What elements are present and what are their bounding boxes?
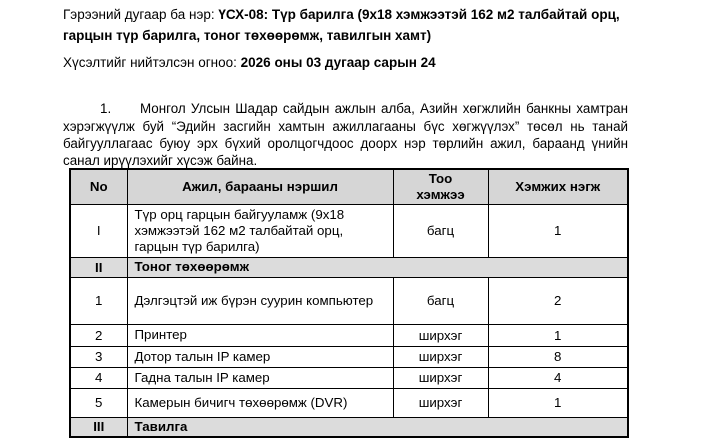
item-row xyxy=(70,204,628,257)
paragraph-text: Монгол Улсын Шадар сайдын ажлын алба, Азийн хөгжлийн банкны хамтран хэрэгжүүлж буй “Эдийн засгийн хамтын ажиллагааны бүс хөгжүүлэх” төсөл нь танай байгууллагаас буюу эрх бүхий оролцогчдоос доорх нэр төрлийн ажил, бараанд үнийн санал ирүүлэхийг хүсэж байна. xyxy=(63,101,628,168)
contract-title xyxy=(63,4,648,46)
section-title-cell: Тавилга xyxy=(127,417,628,437)
row-number-cell: 4 xyxy=(70,367,127,388)
paragraph-number: 1. xyxy=(100,101,112,117)
unit-cell: 1 xyxy=(488,324,628,346)
unit-cell: 2 xyxy=(488,277,628,324)
section-row xyxy=(70,257,628,277)
row-number-cell: 2 xyxy=(70,324,127,346)
row-number-cell: 3 xyxy=(70,346,127,367)
header-cell-item-name: Ажил, барааны нэршил xyxy=(127,169,393,204)
row-number-cell: 5 xyxy=(70,388,127,417)
unit-cell: 1 xyxy=(488,388,628,417)
section-number-cell: III xyxy=(70,417,127,437)
unit-cell: 1 xyxy=(488,204,628,257)
item-row xyxy=(70,346,628,367)
row-number-cell: I xyxy=(70,204,127,257)
items-table xyxy=(69,168,629,438)
quantity-cell: ширхэг xyxy=(393,346,488,367)
section-row xyxy=(70,417,628,437)
item-name-cell: Камерын бичигч төхөөрөмж (DVR) xyxy=(127,388,393,417)
item-row xyxy=(70,388,628,417)
item-name-cell: Гадна талын IP камер xyxy=(127,367,393,388)
header-cell-quantity: Тоо хэмжээ xyxy=(393,169,488,204)
publish-date-value: 2026 оны 03 дугаар сарын 24 xyxy=(240,55,436,70)
table-header-row xyxy=(70,169,628,204)
item-name-cell: Дотор талын IP камер xyxy=(127,346,393,367)
quantity-cell: ширхэг xyxy=(393,367,488,388)
quantity-cell: ширхэг xyxy=(393,324,488,346)
contract-title-value: ҮСХ-08: Түр барилга (9х18 хэмжээтэй 162 м2 талбайтай орц, гарцын түр барилга, тоног төхөөрөмж, тавилгын хамт) xyxy=(63,7,620,43)
publish-date-line xyxy=(63,54,648,72)
publish-date-label: Хүсэлтийг нийтэлсэн огноо: xyxy=(63,55,241,70)
header-cell-unit: Хэмжих нэгж xyxy=(488,169,628,204)
item-row xyxy=(70,277,628,324)
item-row xyxy=(70,367,628,388)
item-row xyxy=(70,324,628,346)
row-number-cell: 1 xyxy=(70,277,127,324)
unit-cell: 4 xyxy=(488,367,628,388)
quantity-cell: ширхэг xyxy=(393,388,488,417)
quantity-cell: багц xyxy=(393,204,488,257)
item-name-cell: Дэлгэцтэй иж бүрэн суурин компьютер xyxy=(127,277,393,324)
section-title-cell: Тоног төхөөрөмж xyxy=(127,257,628,277)
quantity-cell: багц xyxy=(393,277,488,324)
unit-cell: 8 xyxy=(488,346,628,367)
item-name-cell: Түр орц гарцын байгууламж (9х18 хэмжээтэй 162 м2 талбайтай орц, гарцын түр барилга) xyxy=(127,204,393,257)
section-number-cell: II xyxy=(70,257,127,277)
header-cell-no: No xyxy=(70,169,127,204)
contract-title-label: Гэрээний дугаар ба нэр: xyxy=(63,7,219,22)
intro-paragraph xyxy=(63,100,628,169)
item-name-cell: Принтер xyxy=(127,324,393,346)
